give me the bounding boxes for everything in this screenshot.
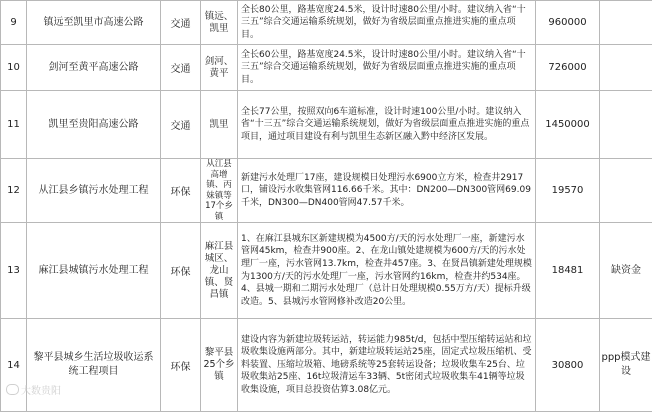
project-note: [600, 159, 652, 223]
row-number: 13: [1, 223, 27, 319]
project-name: 从江县乡镇污水处理工程: [27, 159, 161, 223]
watermark: [6, 382, 61, 397]
project-description: 新建污水处理厂17座，建设规模日处理污水6900立方米，检查井2917口，铺设污水收集管网116.66千米。其中：DN200—DN300管网69.09千米，DN300—DN400管网47.57千米。: [238, 159, 536, 223]
project-name: 镇远至凯里市高速公路: [27, 1, 161, 45]
project-description: 全长80公里，路基宽度24.5米，设计时速80公里/小时。建议纳入省“十三五”综合交通运输系统规划，做好为省级层面重点推进实施的重点项目。: [238, 1, 536, 45]
project-note: 缺资金: [600, 223, 652, 319]
project-description: 建设内容为新建垃圾转运站，转运能力985t/d，包括中型压缩转运站和垃圾收集设施两部分。其中，新建垃圾转运站25座，固定式垃圾压缩机、受料装置、压缩垃圾箱、地磅系统等25套转运设备；垃圾收集车25台、垃圾收集站25座、16t垃圾清运车33辆、5t密闭式垃圾收集车41辆等垃圾收集设施，项目总投资估算3.08亿元。: [238, 319, 536, 412]
project-type: 交通: [161, 91, 201, 159]
project-type: 环保: [161, 159, 201, 223]
project-description: 1、在麻江县城东区新建规模为4500方/天的污水处理厂一座，新建污水管网45km，检查井900座。2、在龙山镇处建规模为600方/天的污水处理厂一座，污水管网13.7km，检查井457座。3、在贤昌镇新建处理规模为1300方/天的污水处理厂一座，污水管网约16km，检查井约534座。4、县城一期和二期污水处理厂（总计日处理规模0.55万方/天）提标升级改造。5、县城污水管网修补改造20公里。: [238, 223, 536, 319]
project-location: 剑河、黄平: [201, 45, 238, 91]
project-note: [600, 91, 652, 159]
project-type: 交通: [161, 1, 201, 45]
project-description: 全长60公里，路基宽度24.5米，设计时速80公里/小时。建议纳入省“十三五”综合交通运输系统规划，做好为省级层面重点推进实施的重点项目。: [238, 45, 536, 91]
table-row: [1, 223, 652, 319]
project-investment: 19570: [536, 159, 600, 223]
project-note: ppp模式建设: [600, 319, 652, 412]
project-name: 麻江县城镇污水处理工程: [27, 223, 161, 319]
project-location: 从江县高增镇、丙妹镇等17个乡镇: [201, 159, 238, 223]
project-name: 剑河至黄平高速公路: [27, 45, 161, 91]
row-number: 11: [1, 91, 27, 159]
table-row: [1, 319, 652, 412]
project-location: 凯里: [201, 91, 238, 159]
project-investment: 18481: [536, 223, 600, 319]
project-location: 麻江县城区、龙山镇、贤昌镇: [201, 223, 238, 319]
table-row: [1, 159, 652, 223]
table-row: [1, 1, 652, 45]
project-location: 黎平县25个乡镇: [201, 319, 238, 412]
project-name: 凯里至贵阳高速公路: [27, 91, 161, 159]
project-name: 黎平县城乡生活垃圾收运系统工程项目: [27, 319, 161, 412]
project-investment: 1450000: [536, 91, 600, 159]
row-number: 14: [1, 319, 27, 412]
project-investment: 726000: [536, 45, 600, 91]
project-type: 环保: [161, 223, 201, 319]
row-number: 10: [1, 45, 27, 91]
project-investment: 30800: [536, 319, 600, 412]
row-number: 12: [1, 159, 27, 223]
table-row: [1, 91, 652, 159]
project-type: 环保: [161, 319, 201, 412]
project-note: [600, 45, 652, 91]
watermark-text: 大数贵阳: [21, 386, 61, 397]
project-description: 全长77公里，按照双向6车道标准，设计时速100公里/小时。建议纳入省“十三五”综合交通运输系统规划，做好为省级层面重点推进实施的重点项目，通过项目建设有利与凯里生态新区融入黔中经济区发展。: [238, 91, 536, 159]
project-location: 镇远、凯里: [201, 1, 238, 45]
project-investment: 960000: [536, 1, 600, 45]
table-row: [1, 45, 652, 91]
row-number: 9: [1, 1, 27, 45]
project-note: [600, 1, 652, 45]
project-type: 交通: [161, 45, 201, 91]
chat-bubble-icon: [6, 384, 19, 395]
